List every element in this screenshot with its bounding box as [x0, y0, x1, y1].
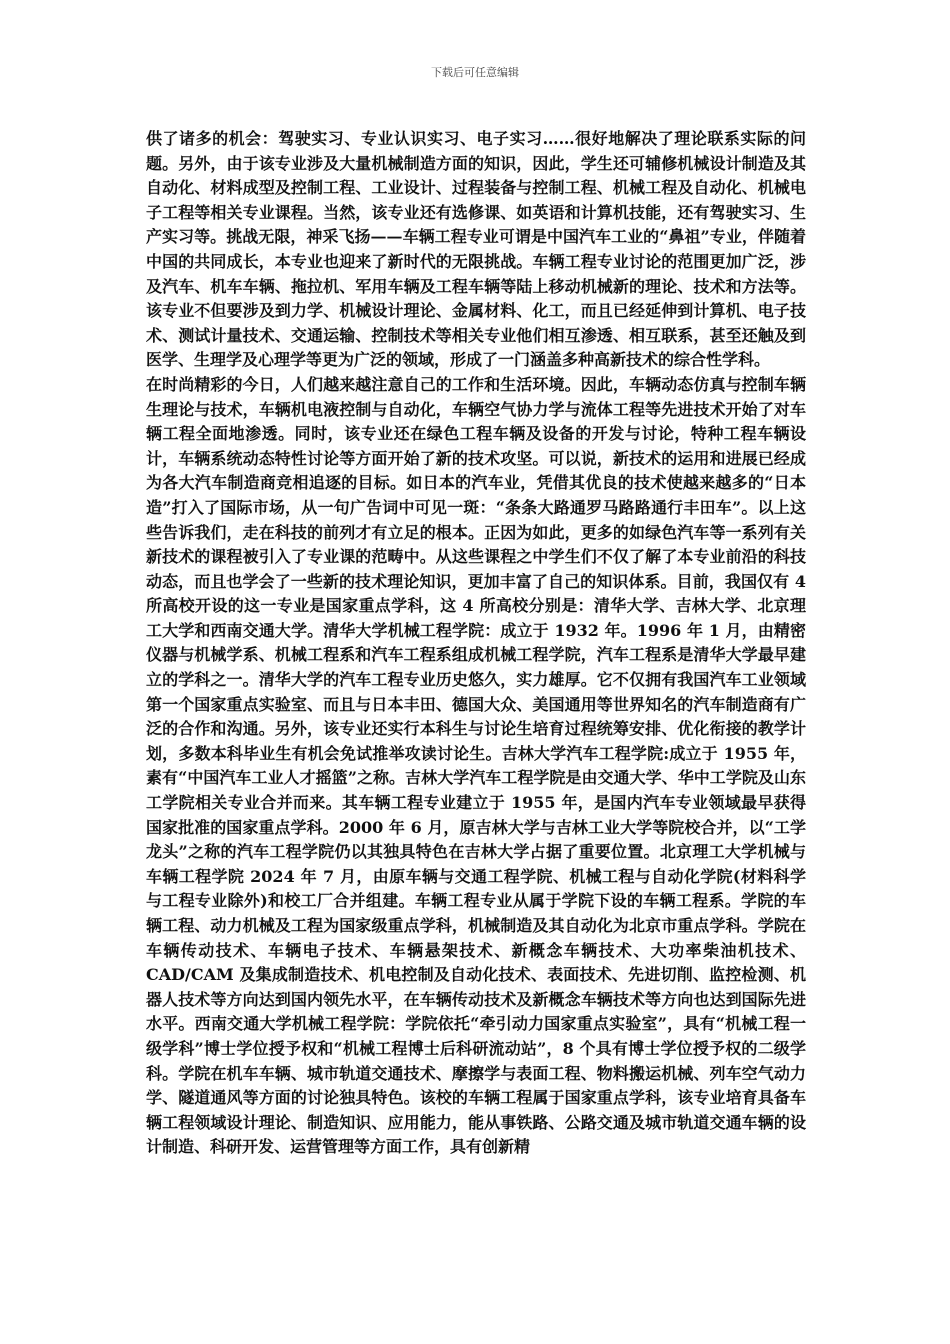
paragraph-1: 供了诸多的机会：驾驶实习、专业认识实习、电子实习……很好地解决了理论联系实际的问题。另外，由于该专业涉及大量机械制造方面的知识，因此，学生还可辅修机械设计制造及其自动化、材料成型及控制工程、工业设计、过程装备与控制工程、机械工程及自动化、机械电子工程等相关专业课程。当然，该专业还有选修课、如英语和计算机技能，还有驾驶实习、生产实习等。挑战无限，神采飞扬——车辆工程专业可谓是中国汽车工业的“鼻祖”专业，伴随着中国的共同成长，本专业也迎来了新时代的无限挑战。车辆工程专业讨论的范围更加广泛，涉及汽车、机车车辆、拖拉机、军用车辆及工程车辆等陆上移动机械新的理论、技术和方法等。该专业不但要涉及到力学、机械设计理论、金属材料、化工，而且已经延伸到计算机、电子技术、测试计量技术、交通运输、控制技术等相关专业他们相互渗透、相互联系，甚至还触及到医学、生理学及心理学等更为广泛的领域，形成了一门涵盖多种高新技术的综合性学科。	[146, 129, 806, 370]
page-header-note: 下载后可任意编辑	[431, 66, 519, 79]
document-body	[146, 127, 806, 1160]
paragraph-2: 在时尚精彩的今日，人们越来越注意自己的工作和生活环境。因此，车辆动态仿真与控制车辆生理论与技术，车辆机电液控制与自动化，车辆空气协力学与流体工程等先进技术开始了对车辆工程全面地渗透。同时，该专业还在绿色工程车辆及设备的开发与讨论，特种工程车辆设计，车辆系统动态特性讨论等方面开始了新的技术攻坚。可以说，新技术的运用和进展已经成为各大汽车制造商竞相追逐的目标。如日本的汽车业，凭借其优良的技术使越来越多的“日本造”打入了国际市场，从一句广告词中可见一斑：“条条大路通罗马路路通行丰田车”。以上这些告诉我们，走在科技的前列才有立足的根本。正因为如此，更多的如绿色汽车等一系列有关新技术的课程被引入了专业课的范畴中。从这些课程之中学生们不仅了解了本专业前沿的科技动态，而且也学会了一些新的技术理论知识，更加丰富了自己的知识体系。目前，我国仅有 4 所高校开设的这一专业是国家重点学科，这 4 所高校分别是：清华大学、吉林大学、北京理工大学和西南交通大学。清华大学机械工程学院：成立于 1932 年。1996 年 1 月，由精密仪器与机械学系、机械工程系和汽车工程系组成机械工程学院，汽车工程系是清华大学最早建立的学科之一。清华大学的汽车工程专业历史悠久，实力雄厚。它不仅拥有我国汽车工业领域第一个国家重点实验室、而且与日本丰田、德国大众、美国通用等世界知名的汽车制造商有广泛的合作和沟通。另外，该专业还实行本科生与讨论生培育过程统筹安排、优化衔接的教学计划，多数本科毕业生有机会免试推举攻读讨论生。吉林大学汽车工程学院:成立于 1955 年，素有“中国汽车工业人才摇篮”之称。吉林大学汽车工程学院是由交通大学、华中工学院及山东工学院相关专业合并而来。其车辆工程专业建立于 1955 年，是国内汽车专业领域最早获得国家批准的国家重点学科。2000 年 6 月，原吉林大学与吉林工业大学等院校合并，以“工学龙头”之称的汽车工程学院仍以其独具特色在吉林大学占据了重要位置。北京理工大学机械与车辆工程学院 2024 年 7 月，由原车辆与交通工程学院、机械工程与自动化学院(材料科学与工程专业除外)和校工厂合并组建。车辆工程专业从属于学院下设的车辆工程系。学院的车辆工程、动力机械及工程为国家级重点学科，机械制造及其自动化为北京市重点学科。学院在车辆传动技术、车辆电子技术、车辆悬架技术、新概念车辆技术、大功率柴油机技术、CAD/CAM 及集成制造技术、机电控制及自动化技术、表面技术、先进切削、监控检测、机器人技术等方向达到国内领先水平，在车辆传动技术及新概念车辆技术等方向也达到国际先进水平。西南交通大学机械工程学院：学院依托“牵引动力国家重点实验室”，具有“机械工程一级学科”博士学位授予权和“机械工程博士后科研流动站”，8 个具有博士学位授予权的二级学科。学院在机车车辆、城市轨道交通技术、摩擦学与表面工程、物料搬运机械、列车空气动力学、隧道通风等方面的讨论独具特色。该校的车辆工程属于国家重点学科，该专业培育具备车辆工程领域设计理论、制造知识、应用能力，能从事铁路、公路交通及城市轨道交通车辆的设计制造、科研开发、运营管理等方面工作，具有创新精	[146, 374, 806, 1157]
